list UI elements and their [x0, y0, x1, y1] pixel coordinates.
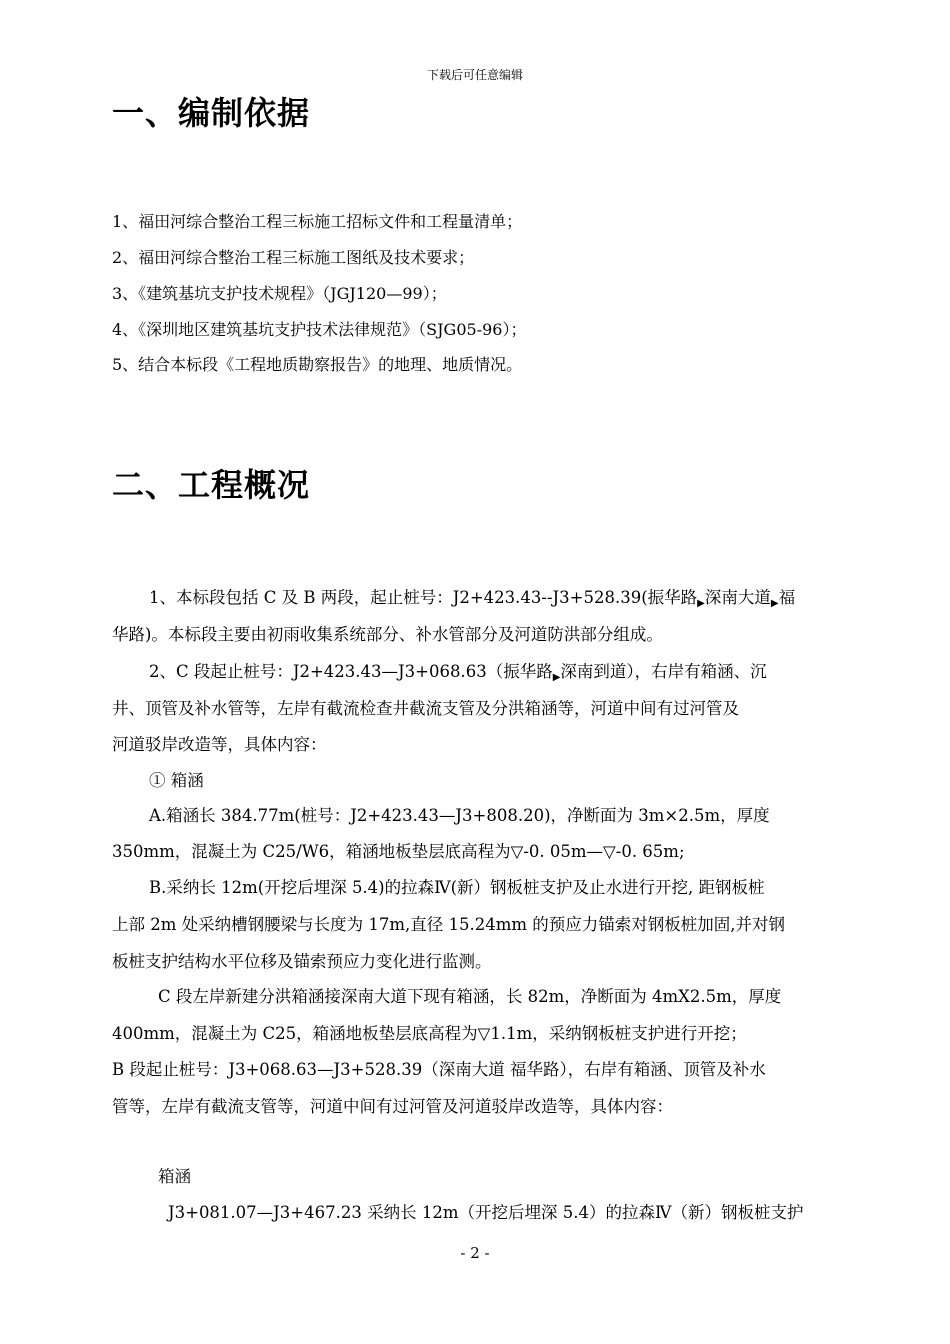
header-note: 下载后可任意编辑: [426, 68, 523, 82]
item-b-line-1: B.采纳长 12m(开挖后埋深 5.4)的拉森Ⅳ(新）钢板桩支护及止水进行开挖, 距钢板桩: [149, 878, 765, 897]
item-b-line-3: 板桩支护结构水平位移及锚索预应力变化进行监测。: [112, 952, 492, 971]
overview-text: 深南大道: [704, 588, 771, 607]
overview-para-1-line-2: 华路)。本标段主要由初雨收集系统部分、补水管部分及河道防洪部分组成。: [112, 625, 663, 644]
section-1-title: 一、编制依据: [112, 94, 311, 132]
item-a-line-1: A.箱涵长 384.77m(桩号：J2+423.43—J3+808.20)，净断面为 3m×2.5m，厚度: [149, 806, 770, 825]
arrow-icon: ▶: [697, 598, 705, 609]
box-culvert-subtitle: 箱涵: [158, 1167, 191, 1186]
basis-item-2: 2、福田河综合整治工程三标施工图纸及技术要求；: [112, 248, 475, 267]
overview-para-1-line-1: [149, 584, 795, 608]
item-b-line-2: 上部 2m 处采纳槽钢腰梁与长度为 17m,直径 15.24mm 的预应力锚索对钢板桩加固,并对钢: [112, 915, 786, 934]
segment-b-line-2: 管等，左岸有截流支管等，河道中间有过河管及河道驳岸改造等，具体内容：: [112, 1097, 673, 1116]
basis-item-3: 3、《建筑基坑支护技术规程》（JGJ120—99）；: [112, 284, 447, 303]
section-2-title: 二、工程概况: [112, 466, 311, 504]
overview-text: 1、本标段包括 C 及 B 两段，起止桩号：J2+423.43--J3+528.39(振华路: [149, 588, 698, 607]
overview-text: 福: [778, 588, 796, 607]
page-number: - 2 -: [460, 1244, 490, 1262]
arrow-icon: ▶: [552, 672, 561, 683]
item-c-line-2: 400mm，混凝土为 C25，箱涵地板垫层底高程为▽1.1m，采纳钢板桩支护进行开挖；: [112, 1024, 747, 1043]
arrow-icon: ▶: [770, 598, 779, 609]
item-c-line-1: C 段左岸新建分洪箱涵接深南大道下现有箱涵，长 82m，净断面为 4mX2.5m，厚度: [158, 987, 782, 1006]
overview-text: 深南到道），右岸有箱涵、沉: [560, 662, 767, 681]
overview-para-2-line-1: [149, 658, 767, 682]
overview-text: 2、C 段起止桩号：J2+423.43—J3+068.63（振华路: [149, 662, 553, 681]
segment-b-line-1: B 段起止桩号：J3+068.63—J3+528.39（深南大道 福华路），右岸有箱涵、顶管及补水: [112, 1060, 766, 1079]
overview-para-2-line-3: 河道驳岸改造等，具体内容：: [112, 735, 327, 754]
basis-item-5: 5、结合本标段《工程地质勘察报告》的地理、地质情况。: [112, 355, 523, 374]
basis-item-4: 4、《深圳地区建筑基坑支护技术法律规范》（SJG05-96）；: [112, 320, 527, 339]
item-box-culvert-title: ① 箱涵: [149, 771, 204, 790]
box-culvert-line-1: J3+081.07—J3+467.23 采纳长 12m（开挖后埋深 5.4）的拉森Ⅳ（新）钢板桩支护: [168, 1203, 804, 1222]
overview-para-2-line-2: 井、顶管及补水管等，左岸有截流检查井截流支管及分洪箱涵等，河道中间有过河管及: [112, 699, 739, 718]
basis-item-1: 1、福田河综合整治工程三标施工招标文件和工程量清单；: [112, 212, 523, 231]
item-a-line-2: 350mm，混凝土为 C25/W6，箱涵地板垫层底高程为▽-0. 05m—▽-0. 65m;: [112, 842, 685, 861]
